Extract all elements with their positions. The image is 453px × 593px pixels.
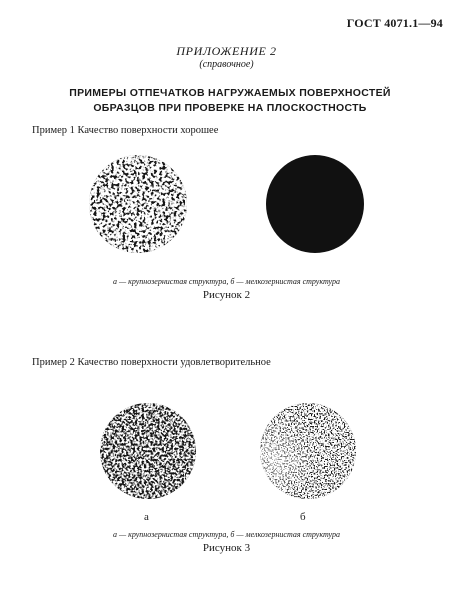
figure-3-label-b: б bbox=[300, 511, 306, 523]
heading-line-1: ПРИМЕРЫ ОТПЕЧАТКОВ НАГРУЖАЕМЫХ ПОВЕРХНОСТЕЙ bbox=[69, 87, 391, 99]
standard-code: ГОСТ 4071.1—94 bbox=[346, 16, 443, 30]
appendix-title: ПРИЛОЖЕНИЕ 2 bbox=[176, 44, 277, 58]
imprint-coarse-grain bbox=[89, 155, 187, 253]
figure-2-caption: а — крупнозернистая структура, б — мелкозернистая структура bbox=[112, 277, 340, 286]
heading-line-2: ОБРАЗЦОВ ПРИ ПРОВЕРКЕ НА ПЛОСКОСТНОСТЬ bbox=[93, 102, 367, 114]
imprint-coarse-grain-2 bbox=[100, 403, 196, 499]
section-heading bbox=[50, 86, 410, 116]
figure-3-imprints bbox=[0, 395, 453, 505]
appendix-subtitle: (справочное) bbox=[199, 59, 254, 70]
figure-3-caption: а — крупнозернистая структура, б — мелкозернистая структура bbox=[112, 530, 340, 539]
figure-3-title: Рисунок 3 bbox=[202, 542, 251, 554]
example-2-label: Пример 2 Качество поверхности удовлетворительное bbox=[32, 357, 271, 368]
imprint-fine-grain bbox=[266, 155, 364, 253]
example-1-label: Пример 1 Качество поверхности хорошее bbox=[32, 125, 219, 136]
figure-3-label-a: а bbox=[144, 511, 149, 523]
imprint-fine-grain-2-highlight bbox=[260, 403, 356, 499]
figure-2-imprints bbox=[0, 150, 453, 268]
figure-2-title: Рисунок 2 bbox=[202, 289, 251, 301]
